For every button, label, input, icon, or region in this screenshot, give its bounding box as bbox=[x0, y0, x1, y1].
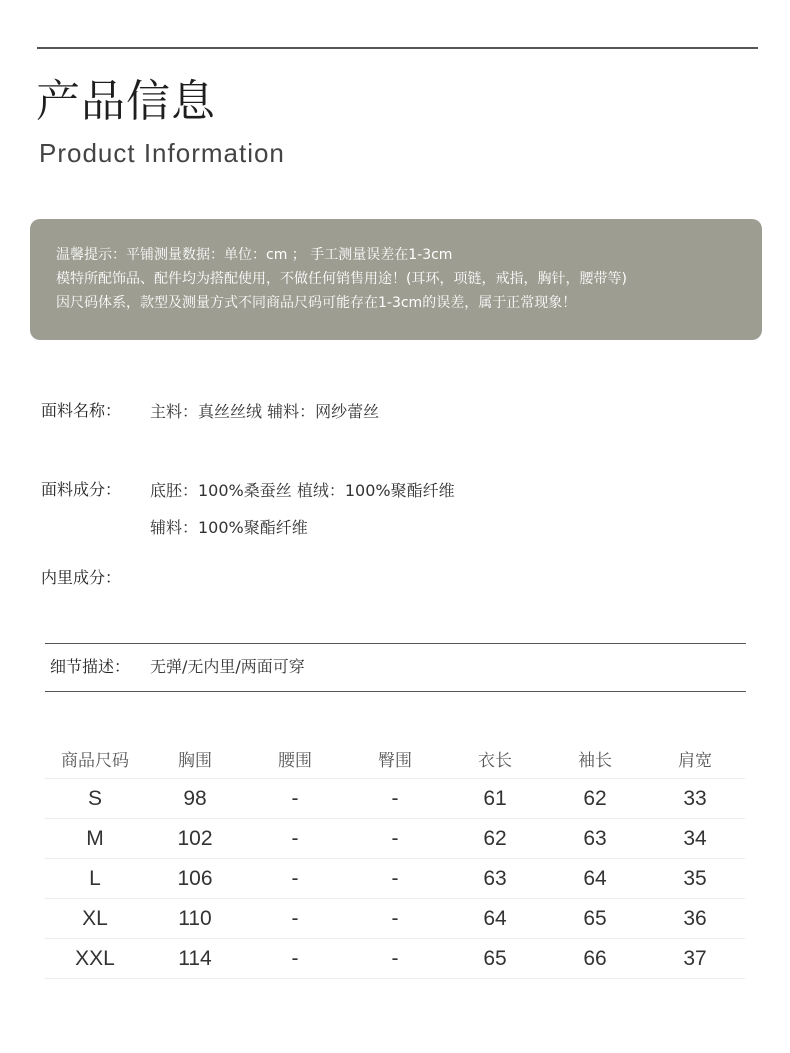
fabric-name-value: 主料：真丝丝绒 辅料：网纱蕾丝 bbox=[150, 402, 380, 421]
details-top-divider bbox=[45, 643, 746, 644]
table-cell: 64 bbox=[445, 899, 545, 939]
table-cell: - bbox=[345, 939, 445, 979]
table-cell: 63 bbox=[545, 819, 645, 859]
header-hip: 臀围 bbox=[345, 738, 445, 779]
table-cell: - bbox=[345, 899, 445, 939]
header-chest: 胸围 bbox=[145, 738, 245, 779]
notice-box bbox=[30, 219, 762, 340]
table-row bbox=[45, 939, 745, 979]
details-bottom-divider bbox=[45, 691, 746, 692]
notice-line: 模特所配饰品、配件均为搭配使用，不做任何销售用途！(耳环，项链，戒指，胸针，腰带等) bbox=[56, 271, 627, 287]
page-title: 产品信息 bbox=[36, 76, 216, 127]
table-cell: - bbox=[245, 859, 345, 899]
table-cell: 62 bbox=[545, 779, 645, 819]
table-cell: 34 bbox=[645, 819, 745, 859]
header-size: 商品尺码 bbox=[45, 738, 145, 779]
table-cell: 66 bbox=[545, 939, 645, 979]
notice-line: 温馨提示：平铺测量数据：单位：cm ； 手工测量误差在1-3cm bbox=[56, 247, 453, 263]
table-cell: XL bbox=[45, 899, 145, 939]
table-cell: 63 bbox=[445, 859, 545, 899]
table-cell: 110 bbox=[145, 899, 245, 939]
table-cell: 64 bbox=[545, 859, 645, 899]
fabric-name-label: 面料名称： bbox=[41, 401, 122, 420]
table-cell: 98 bbox=[145, 779, 245, 819]
lining-composition-label: 内里成分： bbox=[41, 568, 122, 587]
table-header-row bbox=[45, 738, 745, 779]
table-cell: 65 bbox=[545, 899, 645, 939]
fabric-composition-line1: 底胚：100%桑蚕丝 植绒：100%聚酯纤维 bbox=[150, 481, 455, 500]
notice-line: 因尺码体系，款型及测量方式不同商品尺码可能存在1-3cm的误差，属于正常现象！ bbox=[56, 295, 577, 311]
top-divider bbox=[37, 47, 758, 49]
table-cell: - bbox=[245, 779, 345, 819]
table-cell: 65 bbox=[445, 939, 545, 979]
page-subtitle: Product Information bbox=[39, 138, 285, 168]
table-cell: - bbox=[345, 779, 445, 819]
table-cell: M bbox=[45, 819, 145, 859]
table-row bbox=[45, 859, 745, 899]
table-cell: 106 bbox=[145, 859, 245, 899]
table-row bbox=[45, 899, 745, 939]
table-cell: 62 bbox=[445, 819, 545, 859]
header-waist: 腰围 bbox=[245, 738, 345, 779]
header-length: 衣长 bbox=[445, 738, 545, 779]
table-cell: 114 bbox=[145, 939, 245, 979]
table-row bbox=[45, 779, 745, 819]
table-cell: - bbox=[345, 819, 445, 859]
table-cell: 33 bbox=[645, 779, 745, 819]
table-cell: - bbox=[245, 819, 345, 859]
table-cell: 102 bbox=[145, 819, 245, 859]
table-cell: 35 bbox=[645, 859, 745, 899]
header-shoulder: 肩宽 bbox=[645, 738, 745, 779]
table-cell: - bbox=[345, 859, 445, 899]
details-label: 细节描述： bbox=[50, 657, 131, 676]
table-cell: S bbox=[45, 779, 145, 819]
table-cell: 37 bbox=[645, 939, 745, 979]
table-cell: 61 bbox=[445, 779, 545, 819]
table-cell: L bbox=[45, 859, 145, 899]
size-table bbox=[45, 738, 745, 979]
fabric-composition-label: 面料成分： bbox=[41, 480, 122, 499]
fabric-composition-line2: 辅料：100%聚酯纤维 bbox=[150, 518, 308, 537]
table-cell: - bbox=[245, 899, 345, 939]
table-cell: 36 bbox=[645, 899, 745, 939]
table-cell: XXL bbox=[45, 939, 145, 979]
details-value: 无弹/无内里/两面可穿 bbox=[150, 657, 305, 676]
header-sleeve: 袖长 bbox=[545, 738, 645, 779]
table-cell: - bbox=[245, 939, 345, 979]
table-row bbox=[45, 819, 745, 859]
